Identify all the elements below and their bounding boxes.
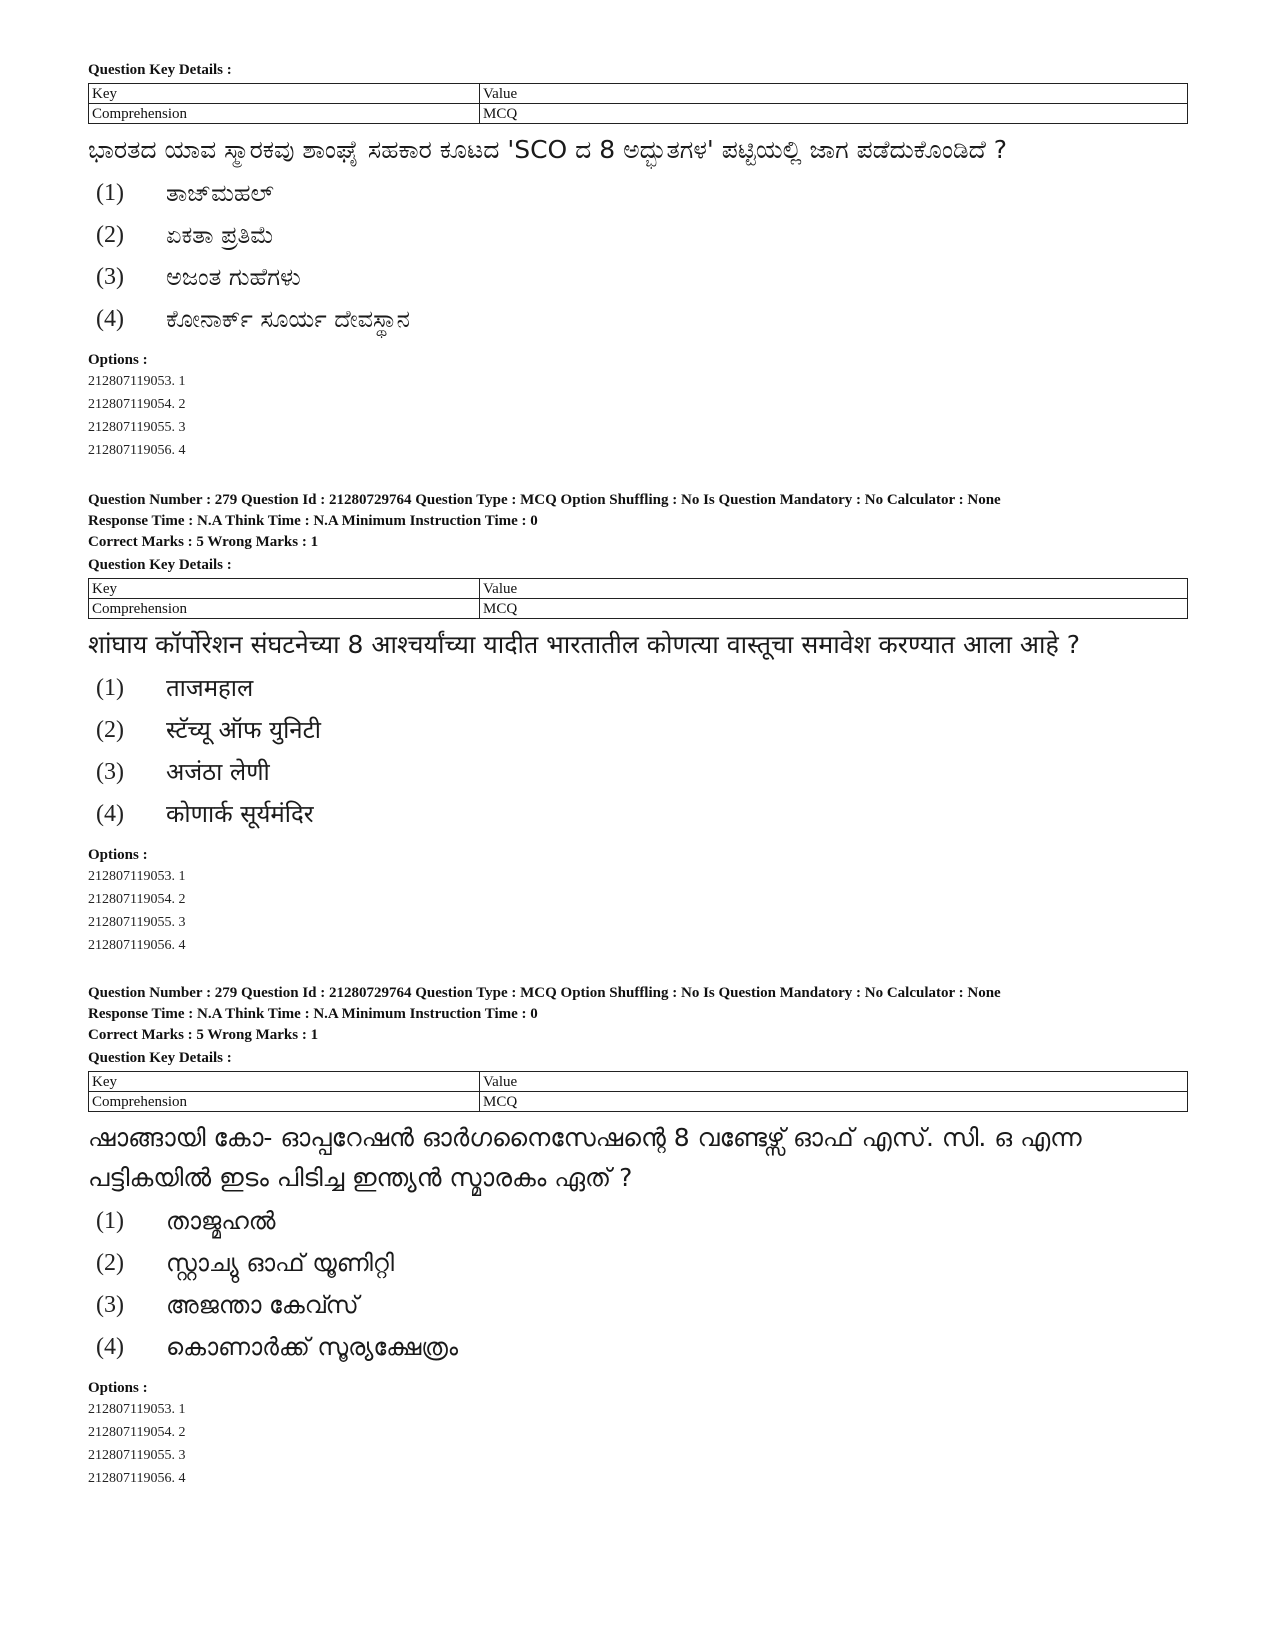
option-id: 212807119053. 1 <box>88 374 186 389</box>
option-number: (4) <box>96 1334 124 1360</box>
marks-line: Correct Marks : 5 Wrong Marks : 1 <box>88 534 319 550</box>
option-id: 212807119054. 2 <box>88 1425 186 1440</box>
question-meta-line: Question Number : 279 Question Id : 21280729764 Question Type : MCQ Option Shuffling : No Is Question Mandatory : No Calculator : None <box>88 985 1001 1001</box>
answer-option <box>88 709 1188 751</box>
value-cell: MCQ <box>480 1092 1188 1112</box>
option-id: 212807119055. 3 <box>88 915 186 930</box>
key-header: Key <box>89 579 480 599</box>
key-value-table <box>88 1071 1188 1112</box>
question-block-marathi <box>88 490 1188 957</box>
option-text: അജന്താ കേവ്സ് <box>166 1291 359 1319</box>
answer-option <box>88 1200 1188 1242</box>
question-text: शांघाय कॉर्पोरेशन संघटनेच्या 8 आश्चर्यांच्या यादीत भारतातील कोणत्या वास्तूचा समावेश करण्यात आला आहे ? <box>88 630 1080 659</box>
option-id: 212807119054. 2 <box>88 397 186 412</box>
option-id: 212807119053. 1 <box>88 1402 186 1417</box>
option-text: ताजमहाल <box>166 674 254 702</box>
answer-option <box>88 793 1188 835</box>
question-text: ഷാങ്ങായി കോ- ഓപ്പറേഷൻ ഓർഗനൈസേഷന്റെ 8 വണ്ടേഴ്സ് ഓഫ് എസ്. സി. ഒ എന്ന പട്ടികയിൽ ഇടം പിടിച്ച ഇന്ത്യൻ സ്മാരകം ഏത് ? <box>88 1123 1082 1192</box>
option-id: 212807119056. 4 <box>88 938 186 953</box>
option-id: 212807119055. 3 <box>88 1448 186 1463</box>
question-meta-line: Question Number : 279 Question Id : 21280729764 Question Type : MCQ Option Shuffling : No Is Question Mandatory : No Calculator : None <box>88 492 1001 508</box>
value-cell: MCQ <box>480 104 1188 124</box>
value-cell: MCQ <box>480 599 1188 619</box>
option-id: 212807119054. 2 <box>88 892 186 907</box>
answer-option <box>88 172 1188 214</box>
option-id: 212807119053. 1 <box>88 869 186 884</box>
option-id-list <box>88 370 1188 462</box>
key-cell: Comprehension <box>89 1092 480 1112</box>
value-header: Value <box>480 84 1188 104</box>
answer-option <box>88 667 1188 709</box>
key-value-table <box>88 578 1188 619</box>
question-block-malayalam <box>88 983 1188 1490</box>
option-id: 212807119056. 4 <box>88 1471 186 1486</box>
document-page <box>88 58 1188 1490</box>
question-key-details-label: Question Key Details : <box>88 62 232 78</box>
question-block-kannada <box>88 60 1188 462</box>
option-number: (1) <box>96 180 124 206</box>
option-text: ತಾಜ್‌ಮಹಲ್ <box>166 179 274 207</box>
options-label: Options : <box>88 1380 148 1396</box>
option-text: താജ്മഹൽ <box>166 1207 276 1235</box>
option-number: (1) <box>96 1208 124 1234</box>
answer-option <box>88 1242 1188 1284</box>
question-key-details-label: Question Key Details : <box>88 557 232 573</box>
marks-line: Correct Marks : 5 Wrong Marks : 1 <box>88 1027 319 1043</box>
option-number: (3) <box>96 1292 124 1318</box>
answer-option <box>88 751 1188 793</box>
option-text: ಏಕತಾ ಪ್ರತಿಮೆ <box>166 221 275 249</box>
answer-option <box>88 214 1188 256</box>
option-number: (2) <box>96 717 124 743</box>
option-id: 212807119055. 3 <box>88 420 186 435</box>
option-text: ಅಜಂತ ಗುಹೆಗಳು <box>166 263 301 291</box>
question-text: ಭಾರತದ ಯಾವ ಸ್ಮಾರಕವು ಶಾಂಘೈ ಸಹಕಾರ ಕೂಟದ 'SCO ದ 8 ಅದ್ಭುತಗಳ' ಪಟ್ಟಿಯಲ್ಲಿ ಜಾಗ ಪಡೆದುಕೊಂಡಿದೆ ? <box>88 135 1008 164</box>
option-number: (1) <box>96 675 124 701</box>
key-value-table <box>88 83 1188 124</box>
option-text: कोणार्क सूर्यमंदिर <box>166 800 314 828</box>
answer-option <box>88 1326 1188 1368</box>
option-id-list <box>88 865 1188 957</box>
option-id-list <box>88 1398 1188 1490</box>
option-number: (3) <box>96 759 124 785</box>
answer-option <box>88 298 1188 340</box>
value-header: Value <box>480 579 1188 599</box>
key-header: Key <box>89 1072 480 1092</box>
option-text: ಕೋನಾರ್ಕ್ ಸೂರ್ಯ ದೇವಸ್ಥಾನ <box>166 305 411 333</box>
option-number: (3) <box>96 264 124 290</box>
option-number: (2) <box>96 1250 124 1276</box>
option-text: കൊണാർക്ക് സൂര്യക്ഷേത്രം <box>166 1333 459 1361</box>
option-text: स्टॅच्यू ऑफ युनिटी <box>166 716 321 744</box>
option-id: 212807119056. 4 <box>88 443 186 458</box>
answer-options <box>88 667 1188 835</box>
option-text: अजंठा लेणी <box>166 758 270 786</box>
question-key-details-label: Question Key Details : <box>88 1050 232 1066</box>
option-number: (4) <box>96 306 124 332</box>
answer-options <box>88 1200 1188 1368</box>
options-label: Options : <box>88 352 148 368</box>
question-meta-line: Response Time : N.A Think Time : N.A Minimum Instruction Time : 0 <box>88 513 538 529</box>
option-number: (2) <box>96 222 124 248</box>
answer-options <box>88 172 1188 340</box>
key-header: Key <box>89 84 480 104</box>
options-label: Options : <box>88 847 148 863</box>
value-header: Value <box>480 1072 1188 1092</box>
option-text: സ്റ്റാച്യു ഓഫ് യൂണിറ്റി <box>166 1249 395 1277</box>
key-cell: Comprehension <box>89 599 480 619</box>
question-meta-line: Response Time : N.A Think Time : N.A Minimum Instruction Time : 0 <box>88 1006 538 1022</box>
key-cell: Comprehension <box>89 104 480 124</box>
answer-option <box>88 1284 1188 1326</box>
option-number: (4) <box>96 801 124 827</box>
answer-option <box>88 256 1188 298</box>
